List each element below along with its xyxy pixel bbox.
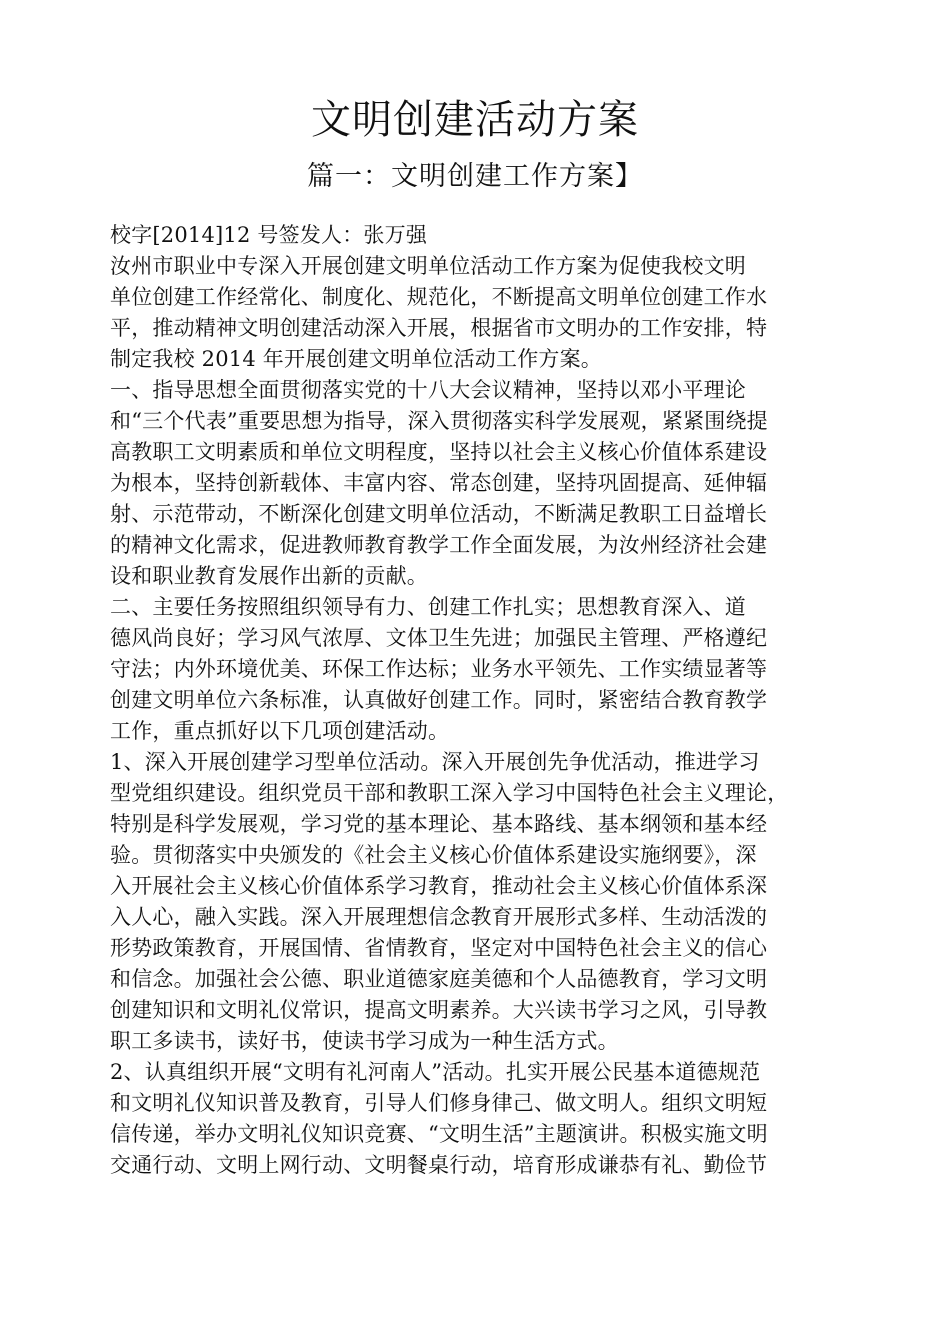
body-line: 和信念。加强社会公德、职业道德家庭美德和个人品德教育，学习文明 [110, 967, 768, 991]
body-line: 和“三个代表”重要思想为指导，深入贯彻落实科学发展观，紧紧围绕提 [110, 409, 768, 433]
document-body [110, 220, 850, 1181]
body-line: 职工多读书，读好书，使读书学习成为一种生活方式。 [110, 1029, 619, 1053]
body-line: 制定我校 2014 年开展创建文明单位活动工作方案。 [110, 347, 602, 371]
document-subtitle: 篇一：文明创建工作方案】 [307, 161, 643, 192]
body-line: 设和职业教育发展作出新的贡献。 [110, 564, 428, 588]
body-line: 形势政策教育，开展国情、省情教育，坚定对中国特色社会主义的信心 [110, 936, 768, 960]
body-line: 2、认真组织开展“文明有礼河南人”活动。扎实开展公民基本道德规范 [110, 1060, 761, 1084]
body-line: 入开展社会主义核心价值体系学习教育，推动社会主义核心价值体系深 [110, 874, 768, 898]
body-line: 一、指导思想全面贯彻落实党的十八大会议精神，坚持以邓小平理论 [110, 378, 746, 402]
body-line: 的精神文化需求，促进教师教育教学工作全面发展，为汝州经济社会建 [110, 533, 768, 557]
body-line: 德风尚良好；学习风气浓厚、文体卫生先进；加强民主管理、严格遵纪 [110, 626, 768, 650]
body-line: 入人心，融入实践。深入开展理想信念教育开展形式多样、生动活泼的 [110, 905, 768, 929]
body-line: 射、示范带动，不断深化创建文明单位活动，不断满足教职工日益增长 [110, 502, 768, 526]
body-line: 守法；内外环境优美、环保工作达标；业务水平领先、工作实绩显著等 [110, 657, 768, 681]
body-line: 高教职工文明素质和单位文明程度，坚持以社会主义核心价值体系建设 [110, 440, 768, 464]
body-line: 单位创建工作经常化、制度化、规范化，不断提高文明单位创建工作水 [110, 285, 768, 309]
body-line: 校字[2014]12 号签发人：张万强 [110, 223, 428, 247]
body-line: 汝州市职业中专深入开展创建文明单位活动工作方案为促使我校文明 [110, 254, 746, 278]
body-line: 信传递，举办文明礼仪知识竞赛、“文明生活”主题演讲。积极实施文明 [110, 1122, 768, 1146]
body-line: 交通行动、文明上网行动、文明餐桌行动，培育形成谦恭有礼、勤俭节 [110, 1153, 768, 1177]
body-line: 二、主要任务按照组织领导有力、创建工作扎实；思想教育深入、道 [110, 595, 746, 619]
body-line: 工作，重点抓好以下几项创建活动。 [110, 719, 450, 743]
body-line: 为根本，坚持创新载体、丰富内容、常态创建，坚持巩固提高、延伸辐 [110, 471, 768, 495]
body-line: 和文明礼仪知识普及教育，引导人们修身律己、做文明人。组织文明短 [110, 1091, 768, 1115]
body-line: 验。贯彻落实中央颁发的《社会主义核心价值体系建设实施纲要》，深 [110, 843, 757, 867]
body-line: 1、深入开展创建学习型单位活动。深入开展创先争优活动，推进学习 [110, 750, 760, 774]
body-line: 型党组织建设。组织党员干部和教职工深入学习中国特色社会主义理论， [110, 781, 789, 805]
body-line: 创建文明单位六条标准，认真做好创建工作。同时，紧密结合教育教学 [110, 688, 768, 712]
body-line: 特别是科学发展观，学习党的基本理论、基本路线、基本纲领和基本经 [110, 812, 768, 836]
body-line: 创建知识和文明礼仪常识，提高文明素养。大兴读书学习之风，引导教 [110, 998, 768, 1022]
body-line: 平，推动精神文明创建活动深入开展，根据省市文明办的工作安排，特 [110, 316, 768, 340]
document-title: 文明创建活动方案 [311, 97, 639, 143]
